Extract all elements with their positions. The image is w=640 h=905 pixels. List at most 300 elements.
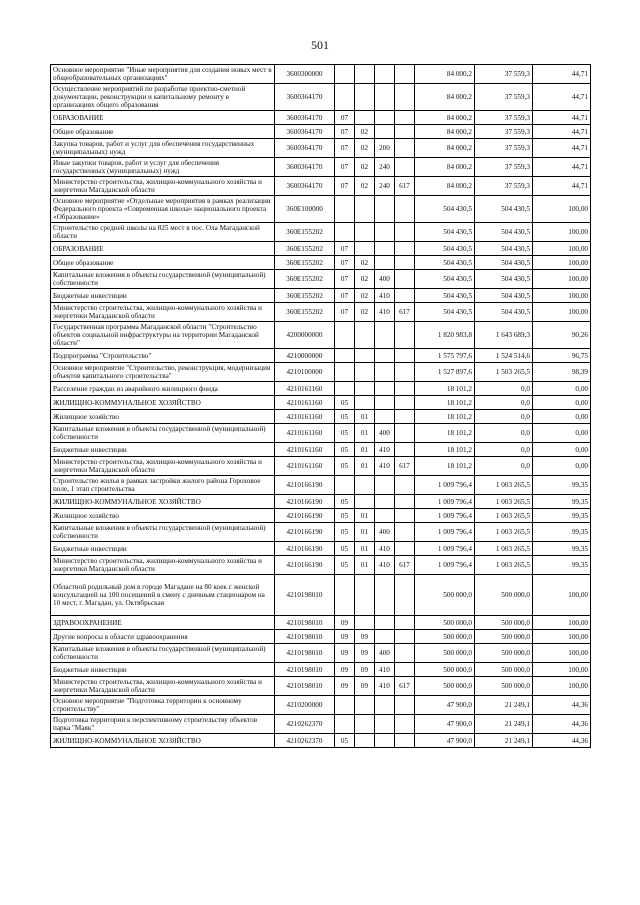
row-name: Основное мероприятие "Строительство, реконструкция, модернизация объектов капитального строительства": [51, 363, 275, 382]
row-admin-code: [395, 630, 415, 644]
row-expense-type: [375, 196, 395, 223]
row-section: 07: [335, 303, 355, 322]
row-expense-type: 410: [375, 303, 395, 322]
row-fact: 1 003 265,5: [475, 542, 533, 556]
row-subsection: [355, 616, 375, 630]
row-percent: 100,00: [533, 303, 591, 322]
row-expense-type: [375, 84, 395, 111]
row-plan: 84 000,2: [415, 158, 475, 177]
row-name: ЗДРАВООХРАНЕНИЕ: [51, 616, 275, 630]
row-code: 3600300000: [275, 65, 335, 84]
row-fact: 37 559,3: [475, 125, 533, 139]
row-section: 05: [335, 509, 355, 523]
row-expense-type: [375, 111, 395, 125]
row-name: Строительство жилья в рамках застройки жилого района Гороховое поле, 1 этап строительства: [51, 476, 275, 495]
row-subsection: [355, 84, 375, 111]
row-expense-type: [375, 410, 395, 424]
row-admin-code: [395, 575, 415, 616]
table-row: [51, 509, 591, 523]
row-plan: 84 000,2: [415, 84, 475, 111]
budget-table: [50, 64, 591, 748]
row-subsection: [355, 363, 375, 382]
row-section: 07: [335, 139, 355, 158]
row-section: 05: [335, 443, 355, 457]
row-code: 4210200000: [275, 696, 335, 715]
row-fact: 21 249,1: [475, 734, 533, 748]
row-percent: 0,00: [533, 424, 591, 443]
row-admin-code: [395, 322, 415, 349]
row-expense-type: 400: [375, 270, 395, 289]
row-expense-type: [375, 363, 395, 382]
row-admin-code: [395, 734, 415, 748]
row-fact: 500 000,0: [475, 677, 533, 696]
row-admin-code: 617: [395, 303, 415, 322]
row-percent: 99,35: [533, 495, 591, 509]
row-fact: 1 003 265,5: [475, 523, 533, 542]
row-section: [335, 382, 355, 396]
row-section: [335, 696, 355, 715]
row-section: 05: [335, 542, 355, 556]
row-percent: 99,35: [533, 542, 591, 556]
row-code: 4210198010: [275, 575, 335, 616]
row-subsection: [355, 734, 375, 748]
row-code: 360E155202: [275, 223, 335, 242]
row-subsection: [355, 242, 375, 256]
table-row: [51, 396, 591, 410]
row-name: ОБРАЗОВАНИЕ: [51, 242, 275, 256]
row-expense-type: 200: [375, 139, 395, 158]
row-admin-code: [395, 715, 415, 734]
row-percent: 100,00: [533, 256, 591, 270]
row-name: ЖИЛИЩНО-КОММУНАЛЬНОЕ ХОЗЯЙСТВО: [51, 495, 275, 509]
table-row: [51, 196, 591, 223]
row-name: Подпрограмма "Строительство": [51, 349, 275, 363]
row-fact: 37 559,3: [475, 111, 533, 125]
row-code: 4210262370: [275, 734, 335, 748]
row-percent: 44,36: [533, 734, 591, 748]
row-expense-type: 410: [375, 663, 395, 677]
row-name: Капитальные вложения в объекты государственной (муниципальной) собственности: [51, 270, 275, 289]
row-admin-code: [395, 289, 415, 303]
row-percent: 98,39: [533, 363, 591, 382]
row-section: [335, 715, 355, 734]
row-plan: 84 000,2: [415, 125, 475, 139]
row-admin-code: [395, 644, 415, 663]
row-name: Закупка товаров, работ и услуг для обеспечения государственных (муниципальных) нужд: [51, 139, 275, 158]
row-subsection: [355, 196, 375, 223]
row-percent: 99,35: [533, 523, 591, 542]
row-plan: 1 527 897,6: [415, 363, 475, 382]
row-section: 09: [335, 630, 355, 644]
row-fact: 504 430,5: [475, 196, 533, 223]
row-subsection: [355, 476, 375, 495]
table-row: [51, 630, 591, 644]
row-plan: 500 000,0: [415, 644, 475, 663]
row-percent: 100,00: [533, 242, 591, 256]
row-admin-code: [395, 424, 415, 443]
row-subsection: [355, 111, 375, 125]
row-plan: 47 900,0: [415, 715, 475, 734]
row-code: 3600364170: [275, 139, 335, 158]
row-expense-type: 410: [375, 457, 395, 476]
row-admin-code: [395, 542, 415, 556]
row-expense-type: 400: [375, 644, 395, 663]
row-name: Иные закупки товаров, работ и услуг для обеспечения государственных (муниципальных) нужд: [51, 158, 275, 177]
row-fact: 1 503 265,5: [475, 363, 533, 382]
row-admin-code: [395, 382, 415, 396]
row-plan: 1 009 796,4: [415, 523, 475, 542]
row-admin-code: [395, 443, 415, 457]
row-percent: 99,35: [533, 509, 591, 523]
row-name: Основное мероприятие «Отдельные мероприятия в рамках реализации Федерального проекта «Современная школа» национального проекта «Образование»: [51, 196, 275, 223]
row-expense-type: [375, 630, 395, 644]
row-admin-code: [395, 111, 415, 125]
row-admin-code: [395, 84, 415, 111]
row-plan: 504 430,5: [415, 289, 475, 303]
row-expense-type: [375, 734, 395, 748]
row-fact: 0,0: [475, 424, 533, 443]
row-plan: 18 101,2: [415, 457, 475, 476]
row-percent: 100,00: [533, 575, 591, 616]
row-admin-code: 617: [395, 177, 415, 196]
row-code: 4210262370: [275, 715, 335, 734]
row-section: 09: [335, 663, 355, 677]
row-section: 07: [335, 177, 355, 196]
row-section: 09: [335, 644, 355, 663]
row-code: 3600364170: [275, 158, 335, 177]
row-plan: 1 009 796,4: [415, 476, 475, 495]
row-subsection: 02: [355, 125, 375, 139]
row-expense-type: [375, 382, 395, 396]
row-section: 07: [335, 111, 355, 125]
row-admin-code: 617: [395, 677, 415, 696]
row-section: [335, 196, 355, 223]
table-row: [51, 476, 591, 495]
table-row: [51, 322, 591, 349]
row-subsection: [355, 322, 375, 349]
row-section: 07: [335, 270, 355, 289]
row-plan: 84 000,2: [415, 111, 475, 125]
row-fact: 504 430,5: [475, 289, 533, 303]
row-admin-code: [395, 139, 415, 158]
row-subsection: 01: [355, 443, 375, 457]
row-code: 4210198010: [275, 616, 335, 630]
row-expense-type: [375, 715, 395, 734]
table-row: [51, 734, 591, 748]
row-expense-type: [375, 495, 395, 509]
row-name: Государственная программа Магаданской области "Строительство объектов социальной инфраструктуры на территории Магаданской области": [51, 322, 275, 349]
row-code: 360E155202: [275, 256, 335, 270]
row-subsection: 02: [355, 256, 375, 270]
row-percent: 44,71: [533, 158, 591, 177]
row-name: Основное мероприятие "Подготовка территории к основному строительству": [51, 696, 275, 715]
row-fact: 1 524 514,6: [475, 349, 533, 363]
row-percent: 100,00: [533, 663, 591, 677]
row-percent: 90,26: [533, 322, 591, 349]
table-row: [51, 663, 591, 677]
row-admin-code: [395, 495, 415, 509]
row-subsection: 01: [355, 410, 375, 424]
row-fact: 37 559,3: [475, 84, 533, 111]
table-row: [51, 242, 591, 256]
row-name: Подготовка территории к перспективному строительству объектов парка "Маяк": [51, 715, 275, 734]
row-code: 3600364170: [275, 84, 335, 111]
row-name: Общее образование: [51, 256, 275, 270]
row-section: 05: [335, 457, 355, 476]
row-admin-code: [395, 363, 415, 382]
row-fact: 504 430,5: [475, 242, 533, 256]
row-subsection: 09: [355, 677, 375, 696]
row-admin-code: [395, 396, 415, 410]
row-fact: 0,0: [475, 396, 533, 410]
row-name: Другие вопросы в области здравоохранения: [51, 630, 275, 644]
row-admin-code: [395, 270, 415, 289]
row-fact: 504 430,5: [475, 256, 533, 270]
row-expense-type: 410: [375, 556, 395, 575]
row-fact: 500 000,0: [475, 616, 533, 630]
row-name: Министерство строительства, жилищно-коммунального хозяйства и энергетики Магаданской области: [51, 303, 275, 322]
row-code: 4210166190: [275, 476, 335, 495]
row-name: Бюджетные инвестиции: [51, 443, 275, 457]
row-code: 4210161160: [275, 410, 335, 424]
row-subsection: [355, 382, 375, 396]
row-subsection: 01: [355, 542, 375, 556]
row-admin-code: [395, 223, 415, 242]
row-section: 05: [335, 523, 355, 542]
row-section: 05: [335, 734, 355, 748]
row-admin-code: [395, 663, 415, 677]
row-subsection: 01: [355, 556, 375, 575]
row-percent: 99,35: [533, 476, 591, 495]
row-name: Областной родильный дом в городе Магадане на 80 коек с женской консультацией на 100 посещений в смену с дневным стационаром на 10 мест, г. Магадан, ул. Октябрьская: [51, 575, 275, 616]
row-admin-code: [395, 349, 415, 363]
row-fact: 37 559,3: [475, 177, 533, 196]
row-expense-type: 400: [375, 523, 395, 542]
row-expense-type: 400: [375, 424, 395, 443]
row-percent: 100,00: [533, 630, 591, 644]
row-subsection: 02: [355, 270, 375, 289]
row-expense-type: 240: [375, 177, 395, 196]
row-subsection: [355, 223, 375, 242]
page-number: 501: [311, 38, 329, 52]
row-admin-code: [395, 125, 415, 139]
row-section: 05: [335, 410, 355, 424]
row-percent: 44,36: [533, 696, 591, 715]
row-admin-code: [395, 476, 415, 495]
row-fact: 1 003 265,5: [475, 509, 533, 523]
row-subsection: 01: [355, 523, 375, 542]
row-fact: 500 000,0: [475, 663, 533, 677]
row-code: 4210161160: [275, 396, 335, 410]
row-percent: 0,00: [533, 443, 591, 457]
table-row: [51, 303, 591, 322]
row-plan: 1 009 796,4: [415, 495, 475, 509]
table-row: [51, 363, 591, 382]
row-expense-type: [375, 322, 395, 349]
table-row: [51, 715, 591, 734]
row-plan: 1 009 796,4: [415, 509, 475, 523]
row-percent: 44,71: [533, 177, 591, 196]
row-percent: 44,71: [533, 65, 591, 84]
row-subsection: [355, 715, 375, 734]
row-expense-type: [375, 242, 395, 256]
row-expense-type: [375, 256, 395, 270]
row-plan: 500 000,0: [415, 616, 475, 630]
table-row: [51, 125, 591, 139]
row-plan: 18 101,2: [415, 410, 475, 424]
row-fact: 1 003 265,5: [475, 476, 533, 495]
table-row: [51, 575, 591, 616]
row-admin-code: [395, 65, 415, 84]
row-subsection: 02: [355, 289, 375, 303]
row-fact: 0,0: [475, 382, 533, 396]
table-row: [51, 349, 591, 363]
table-row: [51, 616, 591, 630]
row-code: 4210000000: [275, 349, 335, 363]
row-percent: 100,00: [533, 223, 591, 242]
row-admin-code: [395, 616, 415, 630]
row-admin-code: [395, 158, 415, 177]
table-row: [51, 696, 591, 715]
row-name: Бюджетные инвестиции: [51, 663, 275, 677]
row-section: [335, 223, 355, 242]
row-name: Строительство средней школы на 825 мест в пос. Ола Магаданской области: [51, 223, 275, 242]
row-fact: 504 430,5: [475, 303, 533, 322]
row-subsection: 01: [355, 424, 375, 443]
table-row: [51, 495, 591, 509]
table-row: [51, 382, 591, 396]
row-code: 4210161160: [275, 443, 335, 457]
row-subsection: [355, 696, 375, 715]
table-row: [51, 289, 591, 303]
row-code: 4210166190: [275, 523, 335, 542]
row-subsection: [355, 396, 375, 410]
row-fact: 0,0: [475, 443, 533, 457]
row-percent: 44,36: [533, 715, 591, 734]
row-plan: 1 009 796,4: [415, 556, 475, 575]
row-code: 4210198010: [275, 663, 335, 677]
row-fact: 21 249,1: [475, 715, 533, 734]
row-subsection: 02: [355, 139, 375, 158]
row-section: [335, 84, 355, 111]
row-plan: 18 101,2: [415, 382, 475, 396]
row-code: 4210161160: [275, 424, 335, 443]
row-section: [335, 65, 355, 84]
row-expense-type: [375, 349, 395, 363]
row-code: 4210166190: [275, 509, 335, 523]
row-fact: 0,0: [475, 410, 533, 424]
row-expense-type: 410: [375, 677, 395, 696]
row-fact: 1 003 265,5: [475, 495, 533, 509]
row-expense-type: [375, 396, 395, 410]
row-expense-type: 410: [375, 443, 395, 457]
row-admin-code: [395, 410, 415, 424]
row-fact: 37 559,3: [475, 139, 533, 158]
table-row: [51, 111, 591, 125]
row-expense-type: [375, 575, 395, 616]
row-code: 360E155202: [275, 242, 335, 256]
row-percent: 100,00: [533, 677, 591, 696]
row-code: 4210166190: [275, 495, 335, 509]
row-plan: 47 900,0: [415, 696, 475, 715]
row-code: 360E155202: [275, 270, 335, 289]
row-plan: 84 000,2: [415, 139, 475, 158]
row-subsection: 09: [355, 630, 375, 644]
row-plan: 500 000,0: [415, 677, 475, 696]
row-plan: 504 430,5: [415, 303, 475, 322]
row-fact: 500 000,0: [475, 575, 533, 616]
row-section: 07: [335, 125, 355, 139]
row-plan: 504 430,5: [415, 270, 475, 289]
row-admin-code: [395, 523, 415, 542]
table-row: [51, 644, 591, 663]
table-row: [51, 523, 591, 542]
row-section: 05: [335, 396, 355, 410]
row-fact: 37 559,3: [475, 65, 533, 84]
row-admin-code: [395, 196, 415, 223]
row-code: 3600364170: [275, 177, 335, 196]
row-section: 05: [335, 556, 355, 575]
row-fact: 1 003 265,5: [475, 556, 533, 575]
row-expense-type: 240: [375, 158, 395, 177]
row-code: 3600364170: [275, 111, 335, 125]
row-code: 4210198010: [275, 677, 335, 696]
row-section: 07: [335, 289, 355, 303]
row-name: Расселение граждан из аварийного жилищного фонда: [51, 382, 275, 396]
row-code: 4210198010: [275, 630, 335, 644]
row-subsection: [355, 349, 375, 363]
row-fact: 500 000,0: [475, 644, 533, 663]
table-row: [51, 443, 591, 457]
row-section: 05: [335, 495, 355, 509]
row-percent: 100,00: [533, 644, 591, 663]
row-plan: 500 000,0: [415, 663, 475, 677]
row-subsection: 09: [355, 663, 375, 677]
row-section: 07: [335, 158, 355, 177]
row-subsection: 02: [355, 158, 375, 177]
row-admin-code: [395, 242, 415, 256]
row-name: Капитальные вложения в объекты государственной (муниципальной) собственности: [51, 424, 275, 443]
table-row: [51, 542, 591, 556]
row-fact: 504 430,5: [475, 270, 533, 289]
row-subsection: 02: [355, 177, 375, 196]
budget-rows: [51, 65, 591, 748]
row-percent: 0,00: [533, 382, 591, 396]
row-percent: 99,35: [533, 556, 591, 575]
table-row: [51, 223, 591, 242]
row-section: [335, 363, 355, 382]
row-subsection: [355, 575, 375, 616]
row-name: Жилищное хозяйство: [51, 410, 275, 424]
row-section: 07: [335, 242, 355, 256]
row-subsection: [355, 65, 375, 84]
row-name: ЖИЛИЩНО-КОММУНАЛЬНОЕ ХОЗЯЙСТВО: [51, 396, 275, 410]
table-row: [51, 84, 591, 111]
row-plan: 504 430,5: [415, 256, 475, 270]
row-percent: 0,00: [533, 396, 591, 410]
row-name: Министерство строительства, жилищно-коммунального хозяйства и энергетики Магаданской области: [51, 457, 275, 476]
row-section: 09: [335, 677, 355, 696]
table-row: [51, 139, 591, 158]
row-name: Министерство строительства, жилищно-коммунального хозяйства и энергетики Магаданской области: [51, 556, 275, 575]
row-fact: 0,0: [475, 457, 533, 476]
table-row: [51, 270, 591, 289]
row-name: Осуществление мероприятий по разработке проектно-сметной документации, реконструкции и капитальному ремонту в организациях общего образования: [51, 84, 275, 111]
row-expense-type: [375, 65, 395, 84]
table-row: [51, 177, 591, 196]
row-expense-type: [375, 125, 395, 139]
row-fact: 504 430,5: [475, 223, 533, 242]
